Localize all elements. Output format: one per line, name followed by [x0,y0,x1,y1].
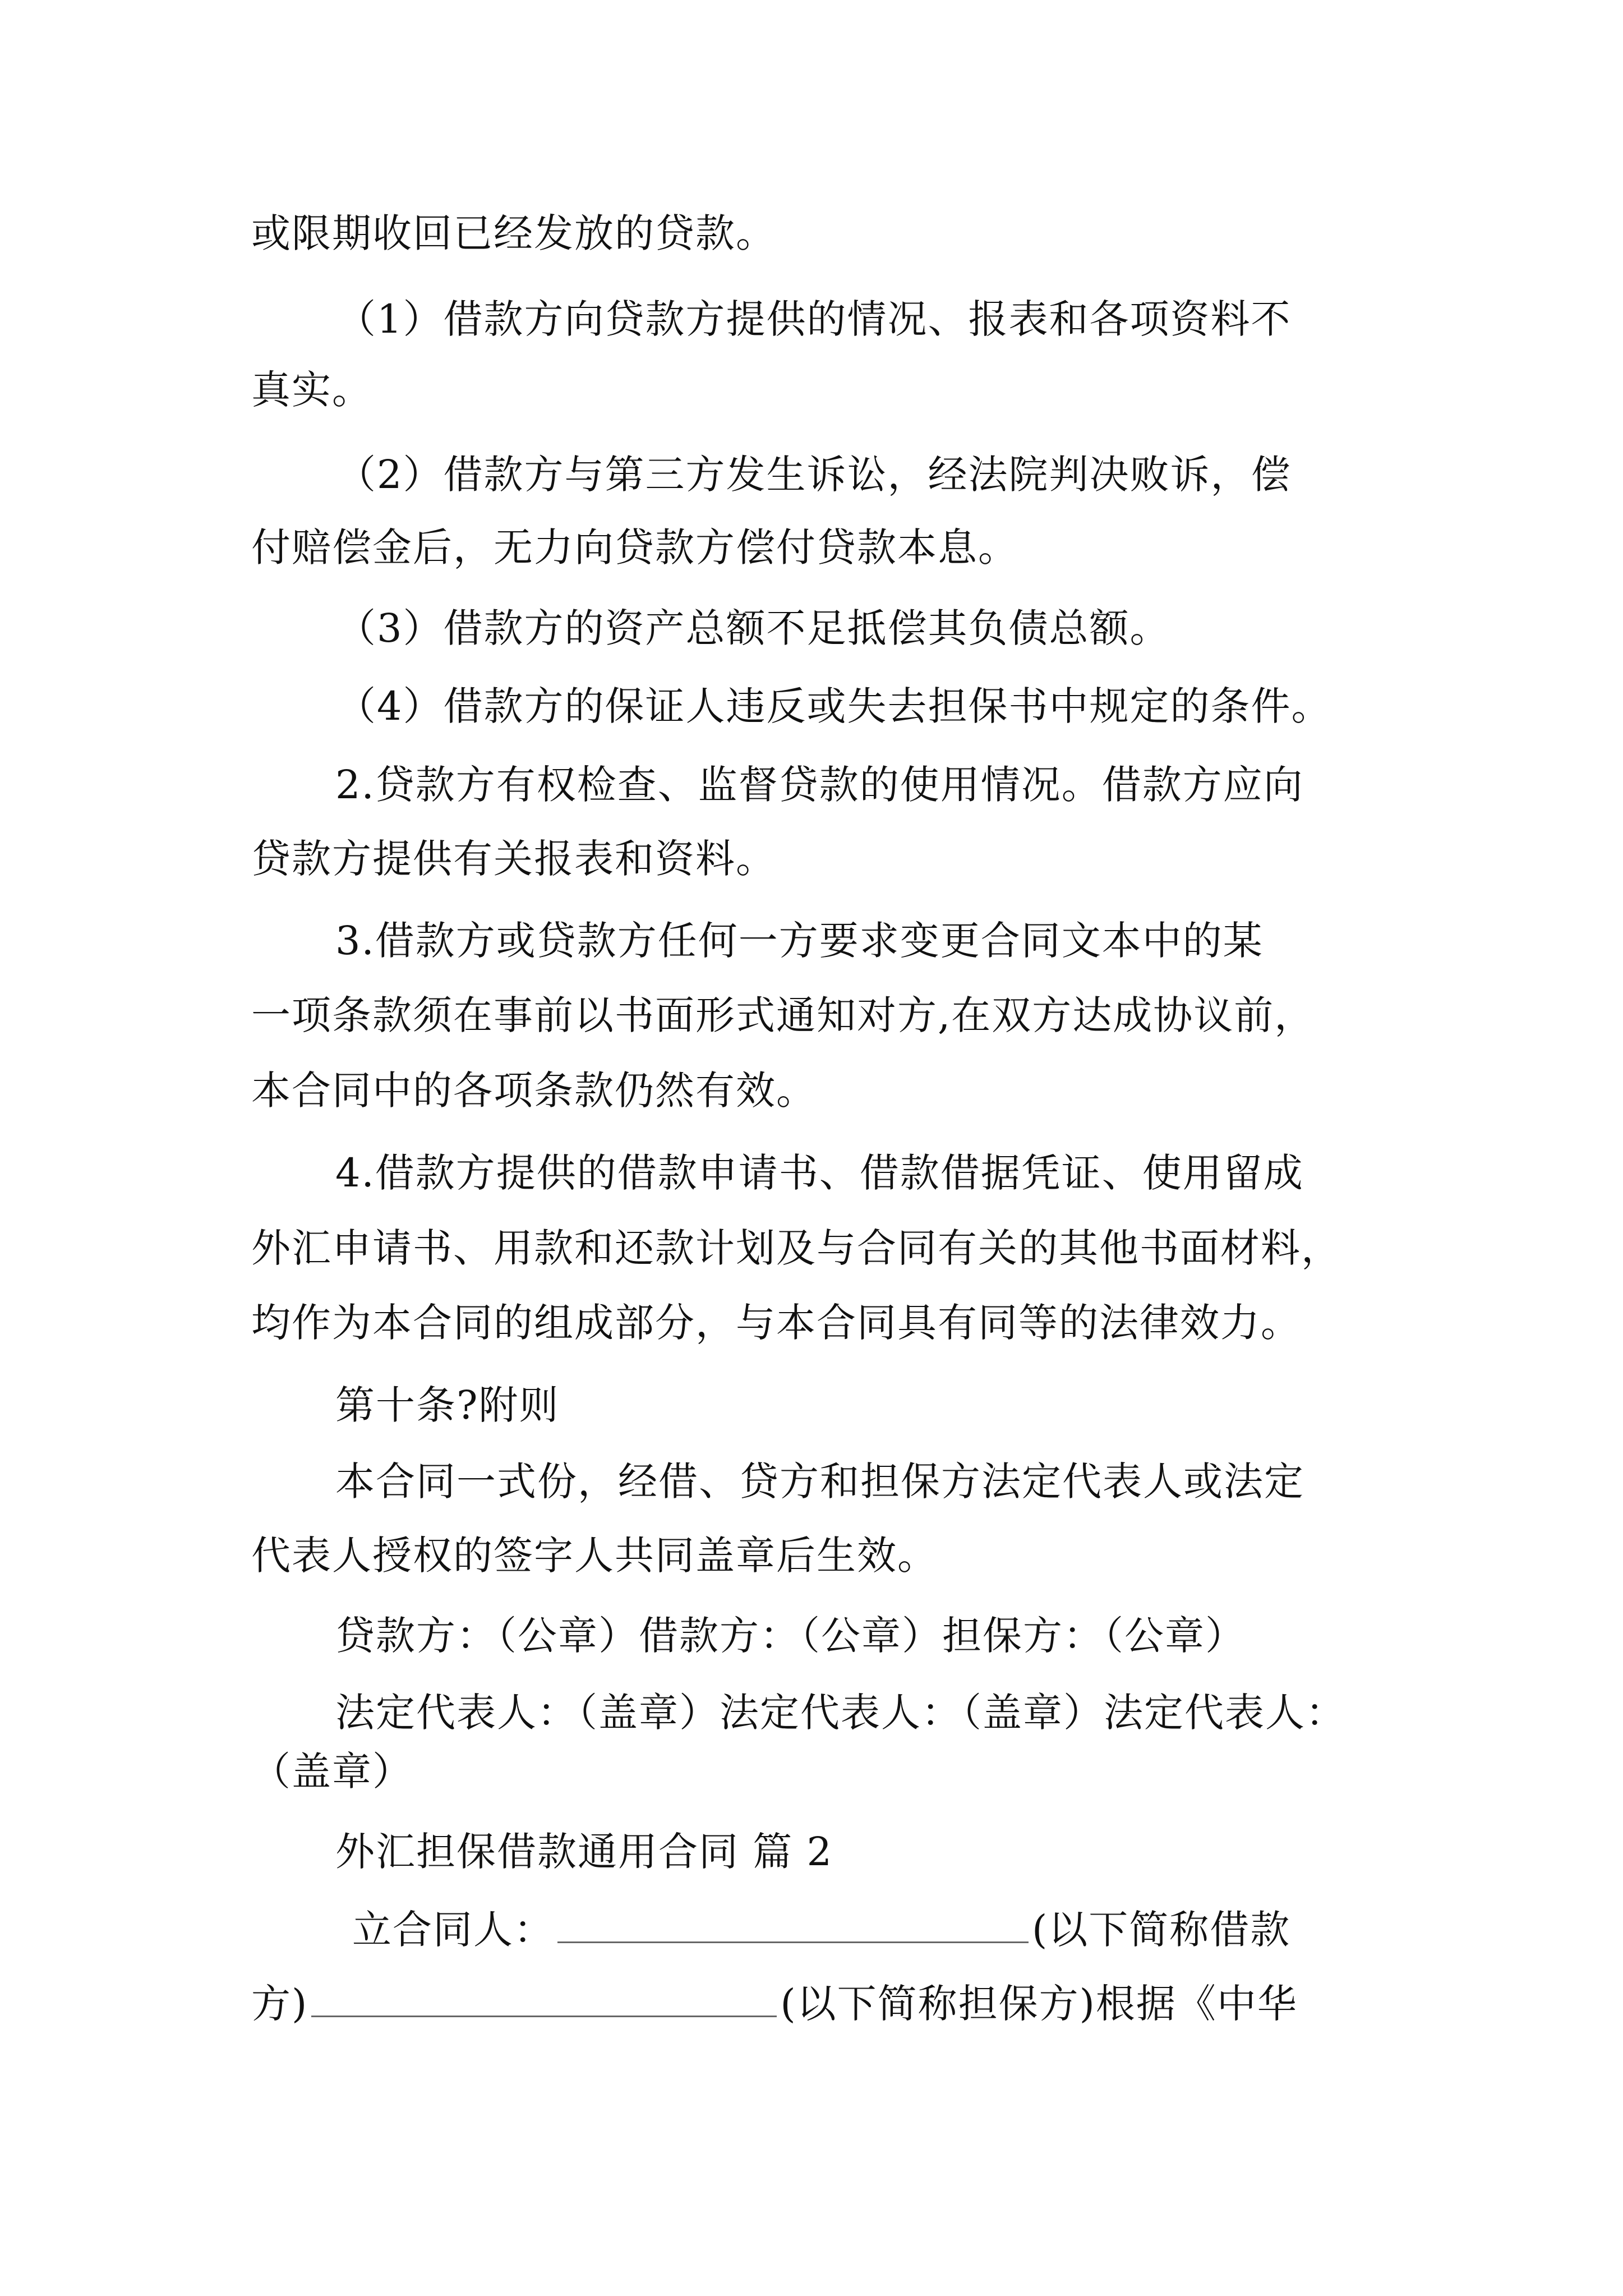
paragraph-line: 4.借款方提供的借款申请书、借款借据凭证、使用留成 [335,1150,1304,1196]
party-suffix: (以下简称担保方)根据《中华 [780,1981,1298,2027]
section-heading: 第十条?附则 [335,1382,560,1428]
signature-line: 贷款方：（公章）借款方：（公章）担保方：（公章） [335,1613,1246,1659]
paragraph-line: 或限期收回已经发放的贷款。 [251,210,776,256]
paragraph-line: （2）借款方与第三方发生诉讼，经法院判决败诉，偿 [336,452,1292,498]
blank-field[interactable] [311,1982,777,2017]
paragraph-line: 2.贷款方有权检查、监督贷款的使用情况。借款方应向 [335,762,1304,808]
paragraph-line: 代表人授权的签字人共同盖章后生效。 [251,1533,938,1579]
paragraph-line: 本合同中的各项条款仍然有效。 [251,1068,817,1114]
paragraph-line: 一项条款须在事前以书面形式通知对方,在双方达成协议前， [251,992,1315,1038]
paragraph-line: 本合同一式份，经借、贷方和担保方法定代表人或法定 [335,1458,1304,1504]
party-line [251,1976,1393,2032]
paragraph-line: 真实。 [251,367,372,413]
paragraph-line: 付赔偿金后，无力向贷款方偿付贷款本息。 [251,524,1018,570]
section-heading: 外汇担保借款通用合同 篇 2 [335,1829,833,1875]
paragraph-line: （1）借款方向贷款方提供的情况、报表和各项资料不 [336,296,1292,342]
party-line [352,1902,1494,1958]
paragraph-line: 均作为本合同的组成部分，与本合同具有同等的法律效力。 [251,1300,1301,1346]
paragraph-line: 3.借款方或贷款方任何一方要求变更合同文本中的某 [335,918,1264,964]
signature-line: 法定代表人：（盖章）法定代表人：（盖章）法定代表人： [335,1690,1346,1736]
party-prefix: 方) [251,1981,308,2027]
paragraph-line: （3）借款方的资产总额不足抵偿其负债总额。 [336,605,1170,651]
signature-line: （盖章） [251,1749,413,1795]
party-prefix: 立合同人： [352,1907,554,1953]
party-suffix: (以下简称借款 [1032,1907,1291,1953]
paragraph-line: 外汇申请书、用款和还款计划及与合同有关的其他书面材料， [251,1225,1341,1271]
paragraph-line: 贷款方提供有关报表和资料。 [251,836,776,882]
blank-field[interactable] [557,1908,1029,1943]
paragraph-line: （4）借款方的保证人违反或失去担保书中规定的条件。 [336,683,1332,729]
